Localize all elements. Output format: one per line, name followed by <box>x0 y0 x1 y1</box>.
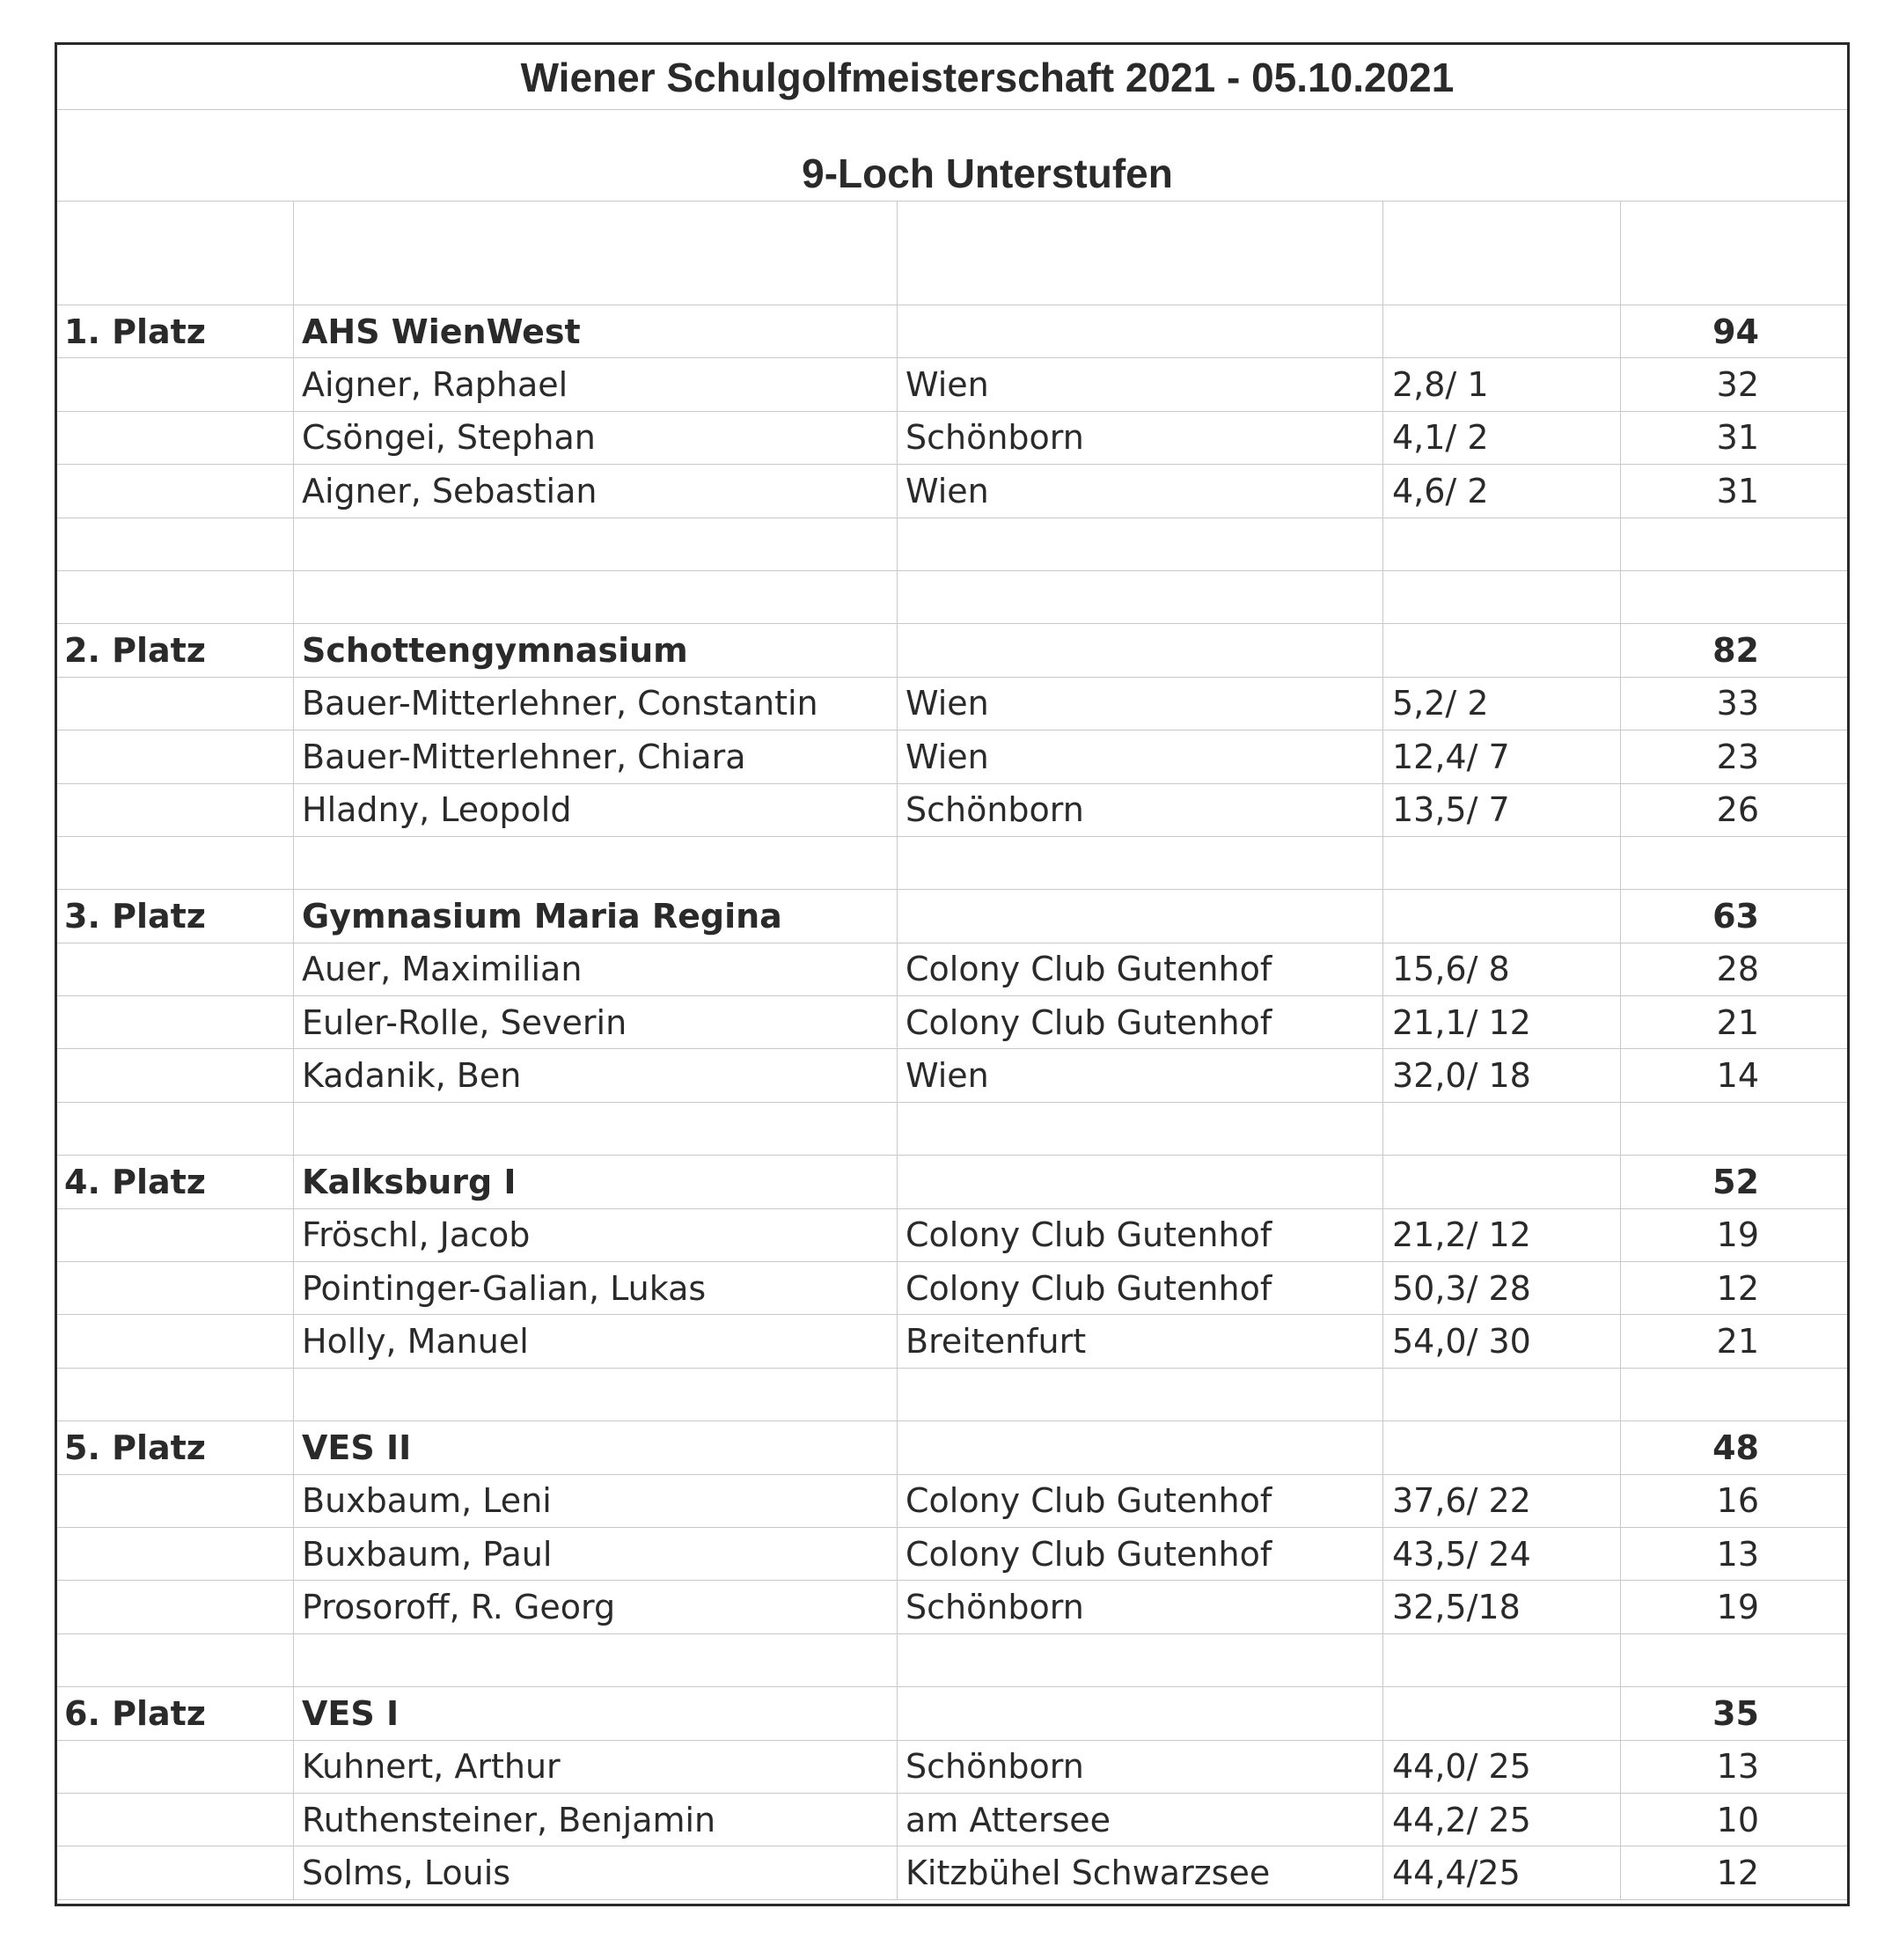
blank-cell <box>1620 1103 1847 1156</box>
player-club: Colony Club Gutenhof <box>897 1475 1382 1528</box>
player-club: Breitenfurt <box>897 1315 1382 1368</box>
team-rank: 5. Platz <box>57 1421 293 1474</box>
player-name: Pointinger-Galian, Lukas <box>293 1262 897 1315</box>
player-handicap: 4,1/ 2 <box>1382 412 1620 465</box>
spacer-cell <box>1620 202 1847 305</box>
empty-cell <box>57 678 293 730</box>
empty-cell <box>57 1262 293 1315</box>
blank-cell <box>1620 1369 1847 1421</box>
blank-cell <box>1382 571 1620 624</box>
player-points: 19 <box>1620 1581 1847 1633</box>
player-points: 32 <box>1620 358 1847 411</box>
player-handicap: 4,6/ 2 <box>1382 465 1620 518</box>
player-name: Buxbaum, Leni <box>293 1475 897 1528</box>
player-club: Schönborn <box>897 1581 1382 1633</box>
empty-cell <box>1382 305 1620 358</box>
player-club: Schönborn <box>897 412 1382 465</box>
blank-cell <box>293 1103 897 1156</box>
player-club: Colony Club Gutenhof <box>897 943 1382 996</box>
player-points: 21 <box>1620 1315 1847 1368</box>
empty-cell <box>897 624 1382 677</box>
empty-cell <box>1382 890 1620 943</box>
empty-cell <box>897 1156 1382 1208</box>
player-name: Buxbaum, Paul <box>293 1528 897 1581</box>
empty-cell <box>57 412 293 465</box>
blank-cell <box>1620 837 1847 890</box>
player-points: 10 <box>1620 1794 1847 1846</box>
player-handicap: 32,5/18 <box>1382 1581 1620 1633</box>
team-points: 35 <box>1620 1687 1847 1740</box>
team-name: Schottengymnasium <box>293 624 897 677</box>
empty-cell <box>897 1687 1382 1740</box>
player-handicap: 13,5/ 7 <box>1382 784 1620 837</box>
player-points: 31 <box>1620 465 1847 518</box>
team-points: 94 <box>1620 305 1847 358</box>
player-name: Bauer-Mitterlehner, Chiara <box>293 730 897 783</box>
player-name: Holly, Manuel <box>293 1315 897 1368</box>
player-handicap: 21,1/ 12 <box>1382 996 1620 1049</box>
player-handicap: 54,0/ 30 <box>1382 1315 1620 1368</box>
player-handicap: 2,8/ 1 <box>1382 358 1620 411</box>
player-club: Wien <box>897 358 1382 411</box>
team-name: AHS WienWest <box>293 305 897 358</box>
empty-cell <box>57 1846 293 1899</box>
player-name: Kadanik, Ben <box>293 1049 897 1102</box>
document-title: Wiener Schulgolfmeisterschaft 2021 - 05.10.2021 <box>57 45 1847 110</box>
team-points: 63 <box>1620 890 1847 943</box>
player-club: Schönborn <box>897 784 1382 837</box>
team-rank: 2. Platz <box>57 624 293 677</box>
team-points: 82 <box>1620 624 1847 677</box>
empty-cell <box>57 1794 293 1846</box>
blank-cell <box>57 1634 293 1687</box>
player-club: Wien <box>897 730 1382 783</box>
blank-cell <box>1382 518 1620 571</box>
blank-cell <box>57 837 293 890</box>
player-handicap: 44,4/25 <box>1382 1846 1620 1899</box>
player-points: 12 <box>1620 1846 1847 1899</box>
player-club: am Attersee <box>897 1794 1382 1846</box>
empty-cell <box>1382 1421 1620 1474</box>
player-club: Kitzbühel Schwarzsee <box>897 1846 1382 1899</box>
blank-cell <box>293 837 897 890</box>
player-handicap: 43,5/ 24 <box>1382 1528 1620 1581</box>
blank-cell <box>1620 1634 1847 1687</box>
results-sheet <box>55 42 1850 1906</box>
player-handicap: 44,2/ 25 <box>1382 1794 1620 1846</box>
player-handicap: 15,6/ 8 <box>1382 943 1620 996</box>
player-club: Colony Club Gutenhof <box>897 996 1382 1049</box>
player-name: Hladny, Leopold <box>293 784 897 837</box>
player-name: Csöngei, Stephan <box>293 412 897 465</box>
team-rank: 4. Platz <box>57 1156 293 1208</box>
blank-cell <box>57 518 293 571</box>
blank-cell <box>57 1369 293 1421</box>
empty-cell <box>57 784 293 837</box>
team-name: VES I <box>293 1687 897 1740</box>
blank-cell <box>57 571 293 624</box>
spacer-cell <box>57 202 293 305</box>
player-handicap: 50,3/ 28 <box>1382 1262 1620 1315</box>
empty-cell <box>57 1581 293 1633</box>
empty-cell <box>1382 1156 1620 1208</box>
player-points: 28 <box>1620 943 1847 996</box>
spacer-cell <box>897 202 1382 305</box>
blank-cell <box>897 1103 1382 1156</box>
spacer-cell <box>1382 202 1620 305</box>
player-points: 12 <box>1620 1262 1847 1315</box>
player-points: 19 <box>1620 1209 1847 1262</box>
team-points: 48 <box>1620 1421 1847 1474</box>
empty-cell <box>897 890 1382 943</box>
player-name: Bauer-Mitterlehner, Constantin <box>293 678 897 730</box>
empty-cell <box>1382 624 1620 677</box>
document-subtitle: 9-Loch Unterstufen <box>57 110 1847 202</box>
team-name: VES II <box>293 1421 897 1474</box>
empty-cell <box>57 1315 293 1368</box>
team-name: Kalksburg I <box>293 1156 897 1208</box>
team-rank: 1. Platz <box>57 305 293 358</box>
blank-cell <box>1382 1103 1620 1156</box>
player-name: Aigner, Sebastian <box>293 465 897 518</box>
blank-cell <box>1382 1369 1620 1421</box>
blank-cell <box>293 1634 897 1687</box>
blank-cell <box>293 1369 897 1421</box>
player-club: Schönborn <box>897 1741 1382 1794</box>
empty-cell <box>1382 1687 1620 1740</box>
empty-cell <box>897 1421 1382 1474</box>
team-rank: 6. Platz <box>57 1687 293 1740</box>
blank-cell <box>1620 518 1847 571</box>
player-handicap: 37,6/ 22 <box>1382 1475 1620 1528</box>
player-name: Euler-Rolle, Severin <box>293 996 897 1049</box>
player-handicap: 12,4/ 7 <box>1382 730 1620 783</box>
empty-cell <box>57 1049 293 1102</box>
blank-cell <box>293 518 897 571</box>
empty-cell <box>57 1741 293 1794</box>
player-handicap: 21,2/ 12 <box>1382 1209 1620 1262</box>
player-points: 13 <box>1620 1741 1847 1794</box>
player-name: Fröschl, Jacob <box>293 1209 897 1262</box>
spacer-cell <box>293 202 897 305</box>
player-name: Aigner, Raphael <box>293 358 897 411</box>
player-points: 33 <box>1620 678 1847 730</box>
player-club: Colony Club Gutenhof <box>897 1262 1382 1315</box>
player-points: 21 <box>1620 996 1847 1049</box>
blank-cell <box>1382 837 1620 890</box>
player-club: Wien <box>897 1049 1382 1102</box>
empty-cell <box>57 996 293 1049</box>
empty-cell <box>897 305 1382 358</box>
empty-cell <box>57 730 293 783</box>
team-name: Gymnasium Maria Regina <box>293 890 897 943</box>
empty-cell <box>57 358 293 411</box>
player-club: Wien <box>897 678 1382 730</box>
player-name: Prosoroff, R. Georg <box>293 1581 897 1633</box>
player-name: Kuhnert, Arthur <box>293 1741 897 1794</box>
player-points: 16 <box>1620 1475 1847 1528</box>
player-handicap: 32,0/ 18 <box>1382 1049 1620 1102</box>
player-points: 14 <box>1620 1049 1847 1102</box>
empty-cell <box>57 1528 293 1581</box>
blank-cell <box>57 1103 293 1156</box>
player-name: Auer, Maximilian <box>293 943 897 996</box>
player-club: Colony Club Gutenhof <box>897 1209 1382 1262</box>
blank-cell <box>293 571 897 624</box>
player-handicap: 44,0/ 25 <box>1382 1741 1620 1794</box>
player-handicap: 5,2/ 2 <box>1382 678 1620 730</box>
player-points: 23 <box>1620 730 1847 783</box>
player-club: Colony Club Gutenhof <box>897 1528 1382 1581</box>
player-points: 31 <box>1620 412 1847 465</box>
blank-cell <box>897 1634 1382 1687</box>
player-name: Ruthensteiner, Benjamin <box>293 1794 897 1846</box>
blank-cell <box>897 571 1382 624</box>
player-club: Wien <box>897 465 1382 518</box>
blank-cell <box>897 837 1382 890</box>
empty-cell <box>57 1475 293 1528</box>
blank-cell <box>897 1369 1382 1421</box>
team-rank: 3. Platz <box>57 890 293 943</box>
player-points: 26 <box>1620 784 1847 837</box>
blank-cell <box>1382 1634 1620 1687</box>
blank-cell <box>1620 571 1847 624</box>
empty-cell <box>57 1209 293 1262</box>
player-name: Solms, Louis <box>293 1846 897 1899</box>
player-points: 13 <box>1620 1528 1847 1581</box>
empty-cell <box>57 943 293 996</box>
team-points: 52 <box>1620 1156 1847 1208</box>
blank-cell <box>897 518 1382 571</box>
empty-cell <box>57 465 293 518</box>
